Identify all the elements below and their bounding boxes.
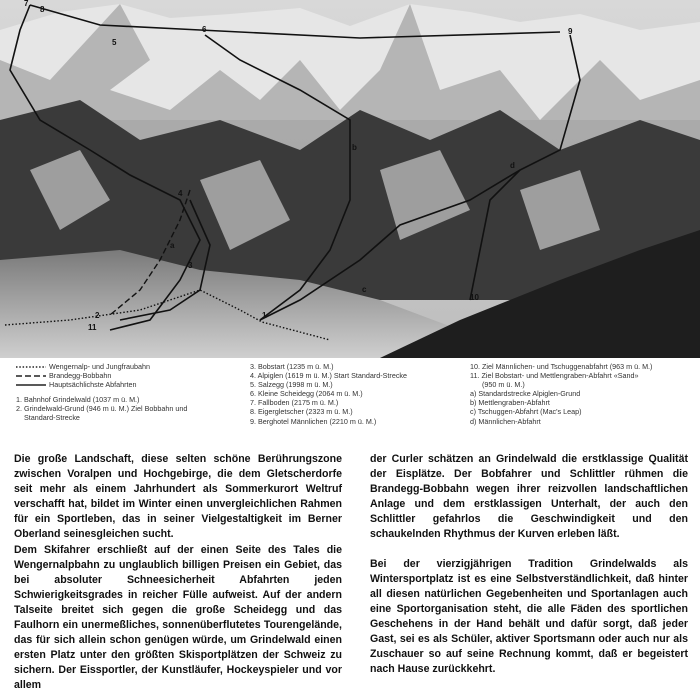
legend-item: 8. Eigergletscher (2323 m ü. M.) xyxy=(250,407,353,417)
map-marker: 11 xyxy=(88,323,97,332)
legend-item: a) Standardstrecke Alpiglen-Grund xyxy=(470,389,581,399)
map-marker: 8 xyxy=(40,5,45,14)
legend-item: 6. Kleine Scheidegg (2064 m ü. M.) xyxy=(250,389,363,399)
map-marker: 9 xyxy=(568,27,573,36)
legend-item: d) Männlichen-Abfahrt xyxy=(470,416,541,426)
legend-item: 9. Berghotel Männlichen (2210 m ü. M.) xyxy=(250,416,377,426)
map-marker: b xyxy=(352,143,357,152)
legend-item: 7. Fallboden (2175 m ü. M.) xyxy=(250,398,339,408)
solid-line-icon xyxy=(16,383,46,387)
legend-item: 5. Salzegg (1998 m ü. M.) xyxy=(250,380,333,390)
map-marker: 1 xyxy=(262,311,267,320)
map-marker: 2 xyxy=(95,311,100,320)
body-text-left xyxy=(14,452,342,694)
legend-item: 2. Grindelwald-Grund (946 m ü. M.) Ziel Bobbahn und xyxy=(16,404,188,414)
paragraph: Bei der vierzigjährigen Tradition Grindelwalds als Wintersportplatz ist es eine Selbstverständlichkeit, daß hinter all diesen natürlichen Gegebenheiten und Sportanlagen auch eine Sportorganisation steht, die alle Fäden des sportlichen Geschehens in der Hand behält und dafür sorgt, daß jeder Gast, sei es als Schüler, aktiver Sportsmann oder auch nur als Zuschauer so auf seine Rechnung kommt, daß er begeistert nach Hause zurückkehrt. xyxy=(370,557,688,676)
dotted-line-icon xyxy=(16,365,46,369)
map-marker: 10 xyxy=(470,293,479,302)
body-text-right xyxy=(370,452,688,677)
legend-column-2 xyxy=(250,362,450,426)
legend-column-1 xyxy=(16,362,236,423)
map-marker: 5 xyxy=(112,38,117,47)
legend-item: c) Tschuggen-Abfahrt (Mac's Leap) xyxy=(470,407,582,417)
legend-key-railway xyxy=(16,362,236,371)
map-marker: 7 xyxy=(24,0,29,8)
legend-item: 3. Bobstart (1235 m ü. M.) xyxy=(250,362,334,371)
map-marker: 3 xyxy=(188,261,193,270)
map-marker: 4 xyxy=(178,189,183,198)
legend-key-label: Hauptsächlichste Abfahrten xyxy=(49,380,137,390)
legend-item: (950 m ü. M.) xyxy=(482,380,525,390)
legend-item: 4. Alpiglen (1619 m ü. M.) Start Standard-Strecke xyxy=(250,371,408,381)
legend-key-label: Brandegg-Bobbahn xyxy=(49,371,112,381)
map-marker: d xyxy=(510,161,515,170)
paragraph: Die große Landschaft, diese selten schöne Berührungszone zwischen Voralpen und Hochgebirge, die dem Gletscherdorfe seit mehr als einem Jahrhundert als Sommerkurort Weltruf verschafft hat, bildet im Winter einen unvergleichlichen Rahmen für ein Sportleben, das in seiner Vielgestaltigkeit im Berner Oberland seinesgleichen sucht. xyxy=(14,453,342,541)
map-marker: c xyxy=(362,285,367,294)
legend-item: Standard-Strecke xyxy=(24,413,80,423)
paragraph: Dem Skifahrer erschließt auf der einen Seite des Tales die Wengernalpbahn zu unglaublich billigen Preisen ein Gebiet, das bei absoluter Schneesicherheit Abfahrten jeden Schwierigkeitsgrades in reicher Fülle aufweist. Auf der andern Talseite breitet sich gegen die große Scheidegg und das Faulhorn ein unermeßliches, sonnenüberflutetes Tourengelände, das für sich allein schon genügen würde, um Grindelwald einen ersten Platz unter den größten Skisportplätzen der Schweiz zu sichern. Der Eissportler, der Kunstläufer, Hockeyspieler und vor allem xyxy=(14,543,342,692)
map-marker: a xyxy=(170,241,175,250)
legend-key-ski-runs xyxy=(16,380,236,389)
legend-column-3 xyxy=(470,362,698,426)
legend-item: 10. Ziel Männlichen- und Tschuggenabfahrt (963 m ü. M.) xyxy=(470,362,653,371)
legend-item: 1. Bahnhof Grindelwald (1037 m ü. M.) xyxy=(16,395,140,405)
map-marker: 6 xyxy=(202,25,207,34)
map-legend xyxy=(0,362,700,448)
legend-key-label: Wengernalp- und Jungfraubahn xyxy=(49,362,150,371)
dashed-line-icon xyxy=(16,374,46,378)
legend-item: b) Mettlengraben-Abfahrt xyxy=(470,398,550,408)
paragraph: der Curler schätzen an Grindelwald die erstklassige Qualität der Eisplätze. Der Bobfahrer und Schlittler rühmen die Brandegg-Bobbahn wegen ihrer reizvollen landschaftlichen Anlage und dem erstklassigen Unterhalt, der auch den Schlittler gefahrlos die Geschwindigkeit und den schaukelnden Rhythmus der Kurven erleben läßt. xyxy=(370,453,688,541)
legend-key-bobsleigh xyxy=(16,371,236,380)
legend-item: 11. Ziel Bobstart- und Mettlengraben-Abfahrt «Sand» xyxy=(470,371,639,381)
